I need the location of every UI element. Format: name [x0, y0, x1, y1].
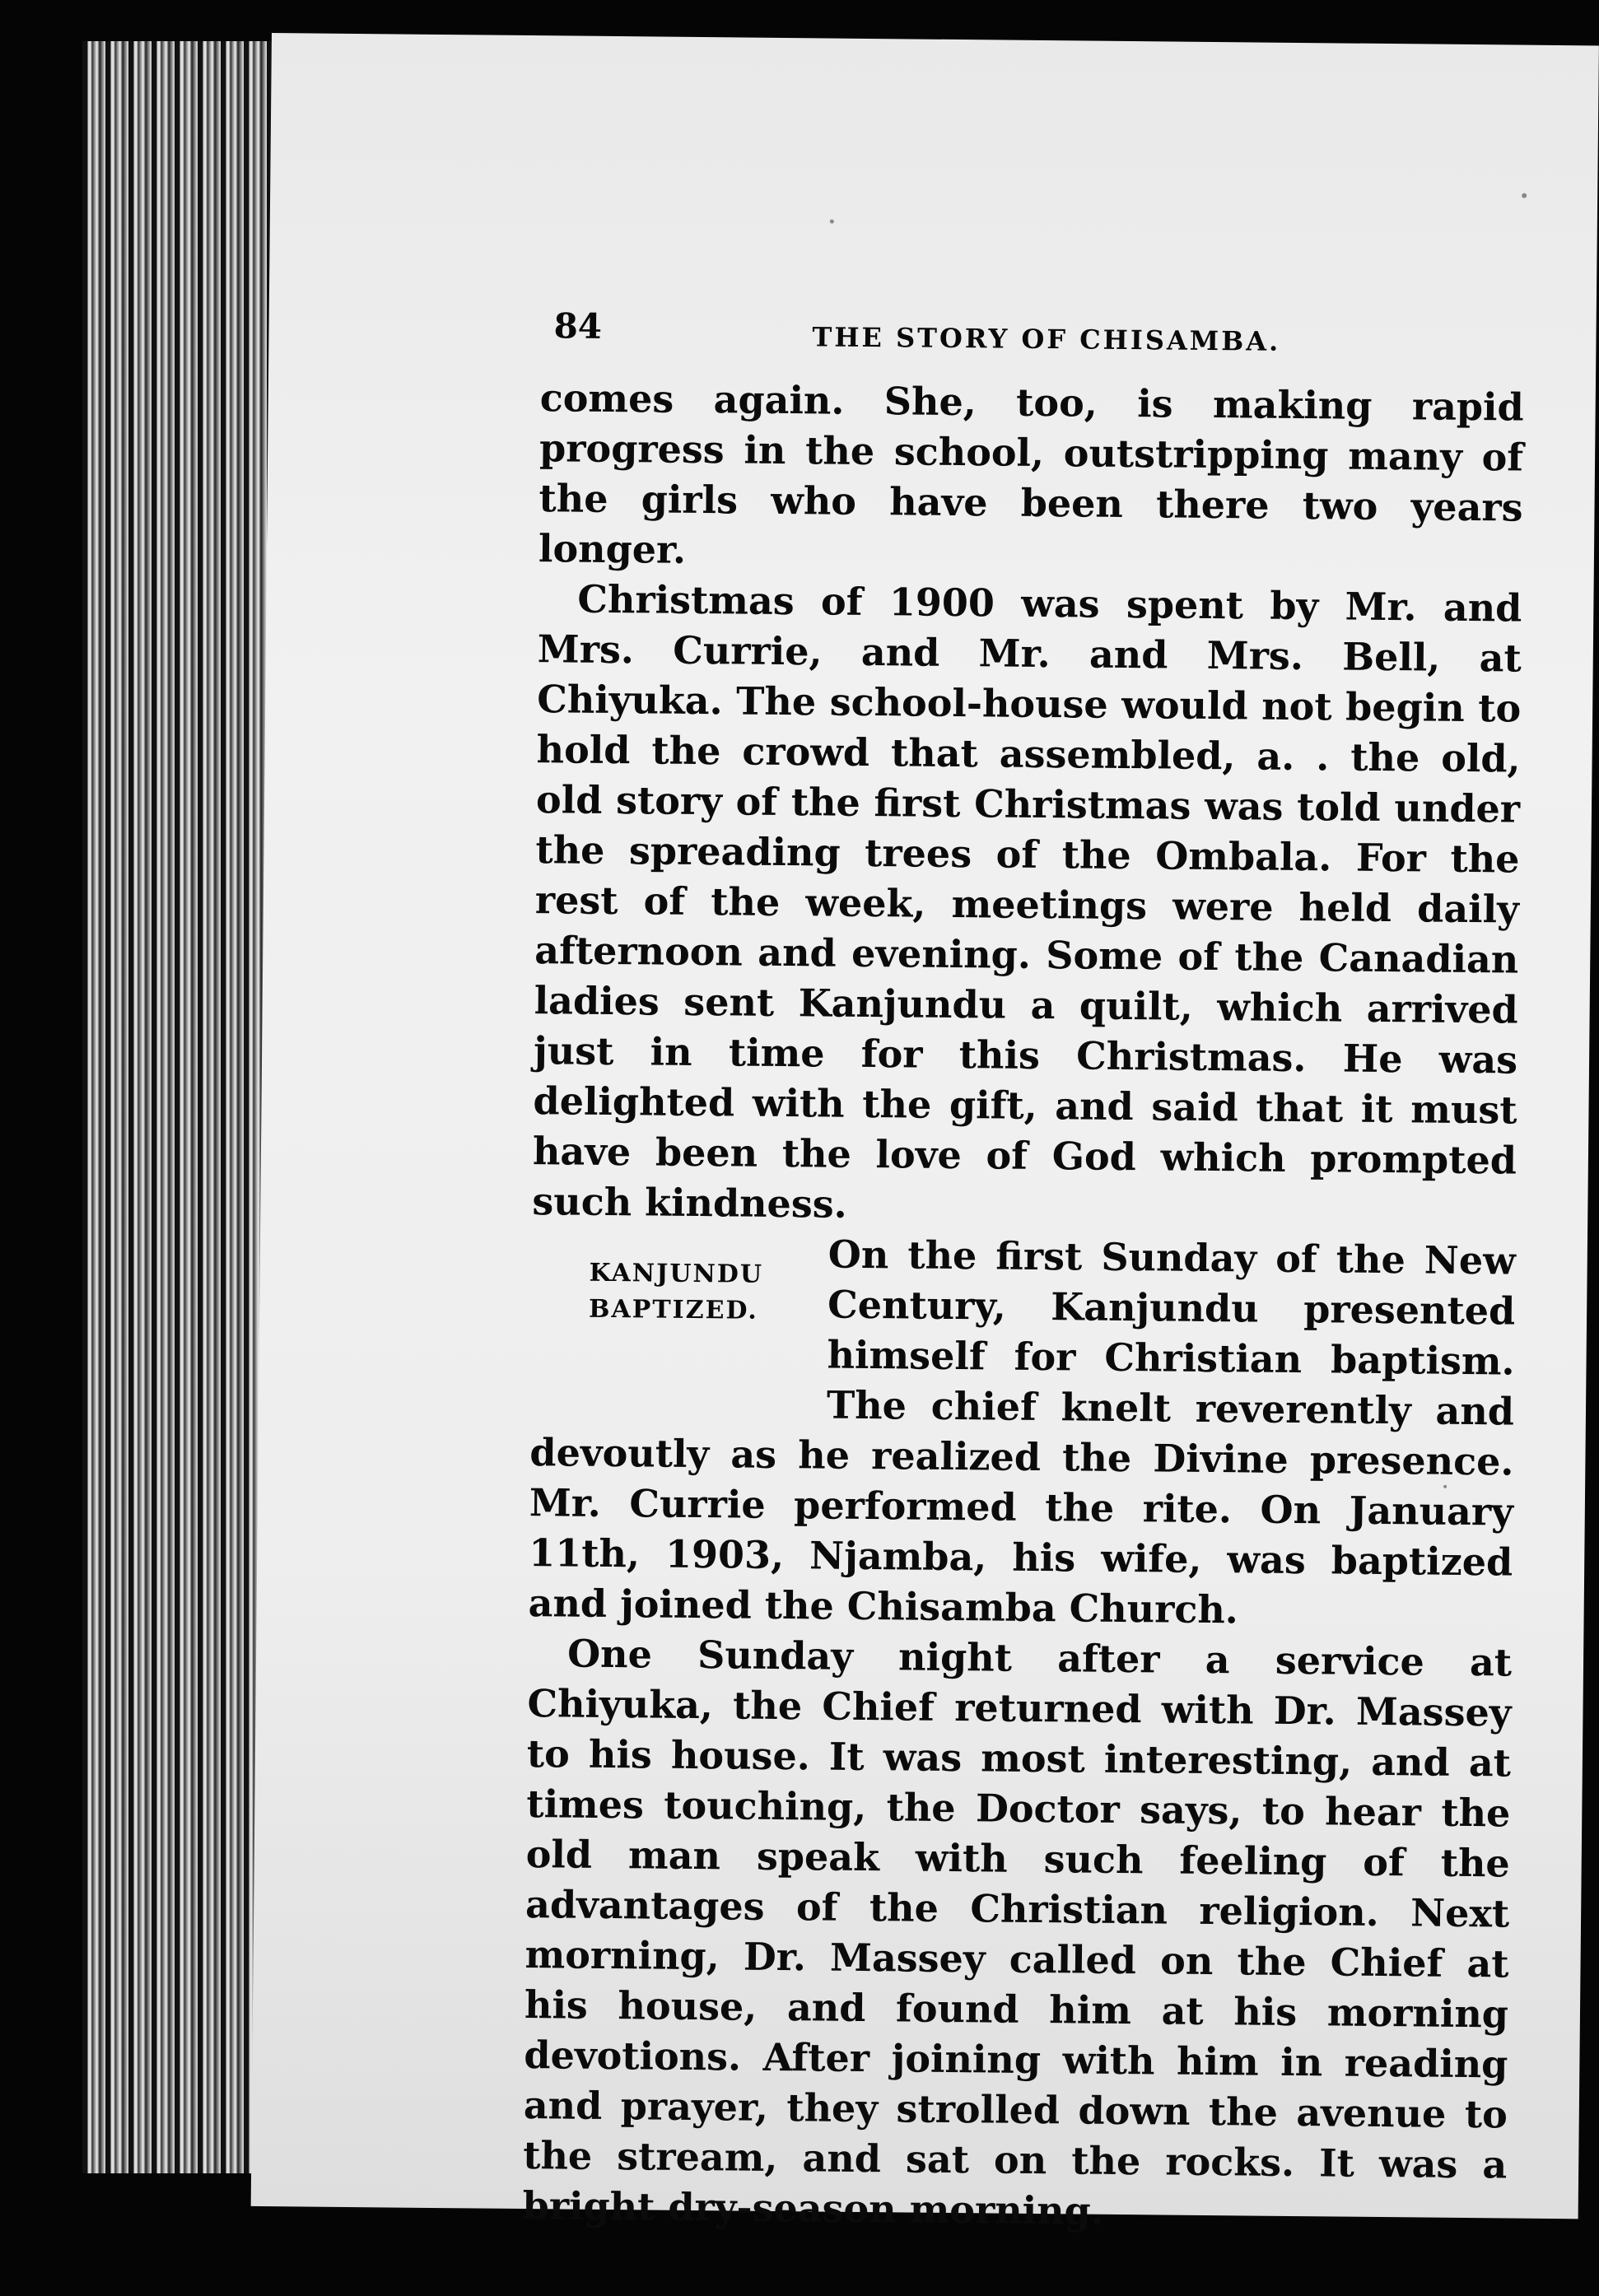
- paragraph-1: comes again. She, too, is making rapid progress in the school, outstripping many of the girls who have been there two years longer.: [538, 375, 1524, 572]
- paragraph-4: One Sunday night after a service at Chiyuka, the Chief returned with Dr. Massey to his house. It was most interesting, and at times touching, the Doctor says, to hear the old man speak with such feeling of the advantages of the Christian religion. Next morning, Dr. Massey called on the Chief at his house, and found him at his morning devotions. After joining with him in reading and prayer, they strolled down the avenue to the stream, and sat on the rocks. It was a bright dry-season morning.: [522, 1631, 1513, 2233]
- body-text: [522, 373, 1524, 2240]
- page-number: 84: [553, 305, 603, 347]
- speck: [830, 220, 834, 224]
- paragraph-2: Christmas of 1900 was spent by Mr. and Mrs. Currie, and Mr. and Mrs. Bell, at Chiyuka. The school-house would not begin to hold the crowd that assembled, a. . the old, old story of the first Christmas was told under the spreading trees of the Ombala. For the rest of the week, meetings were held daily afternoon and evening. Some of the Canadian ladies sent Kanjundu a quilt, which arrived just in time for this Christmas. He was delighted with the gift, and said that it must have been the love of God which prompted such kindness.: [532, 576, 1522, 1227]
- margin-sidenote: [530, 1227, 828, 1386]
- page-header: [540, 274, 1525, 382]
- baptism-section: [528, 1227, 1516, 1637]
- sidenote-line-2: BAPTIZED.: [588, 1294, 759, 1325]
- paragraph-3: On the first Sunday of the New Century, Kanjundu presented himself for Christian baptism. The chief knelt reverently and devoutly as he realized the Divine presence. Mr. Currie performed the rite. On January 11th, 1903, Njamba, his wife, was baptized and joined the Chisamba Church.: [528, 1232, 1517, 1632]
- sidenote-line-1: KANJUNDU: [589, 1258, 764, 1289]
- book-page: [251, 33, 1599, 2233]
- running-title: THE STORY OF CHISAMBA.: [812, 321, 1281, 357]
- page-content: [522, 274, 1525, 2240]
- speck: [1522, 193, 1527, 198]
